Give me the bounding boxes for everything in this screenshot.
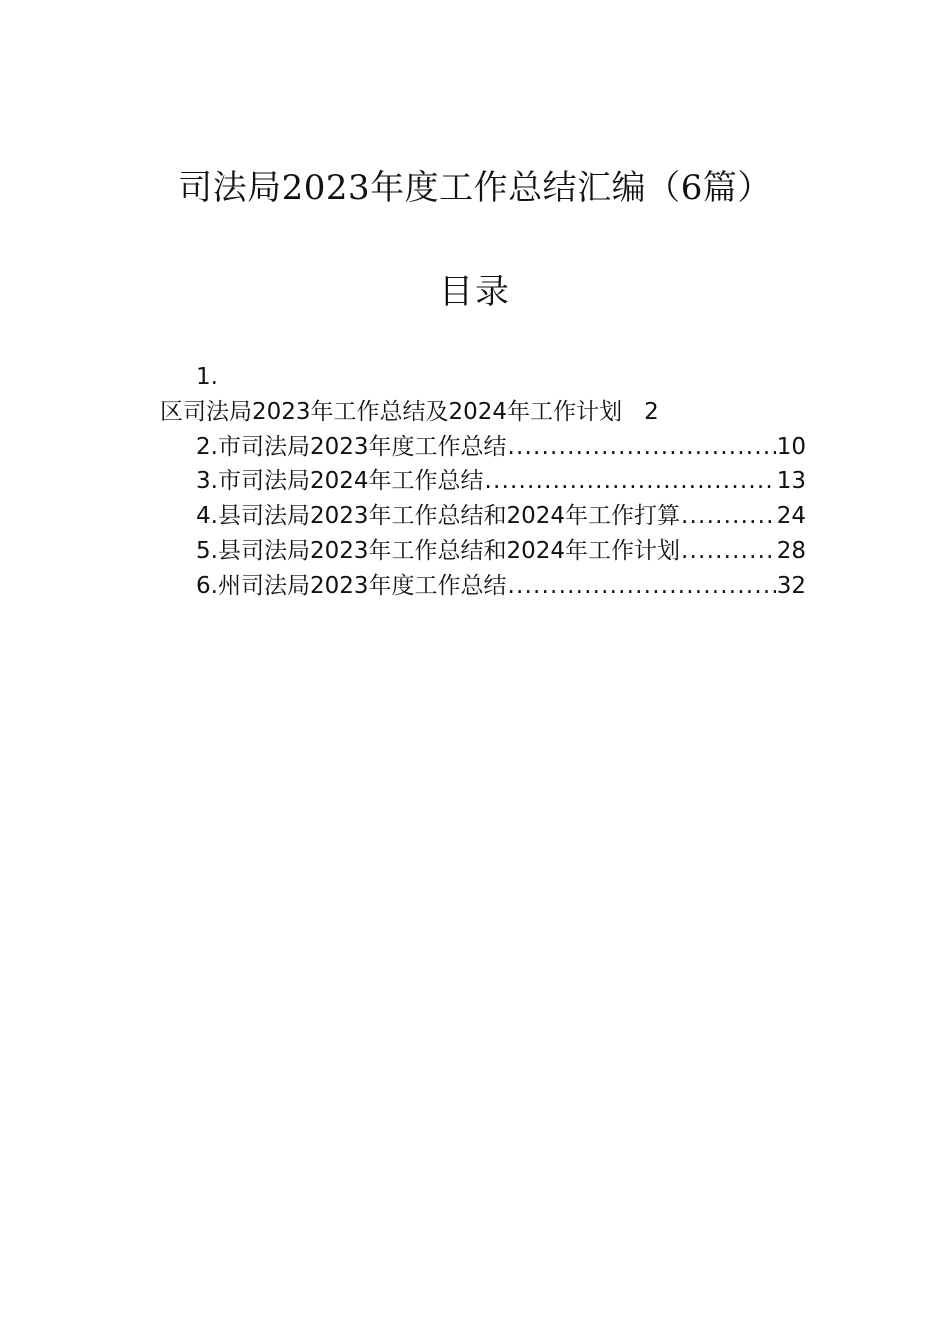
toc-entry-number: 4. [196,503,218,530]
dot-leader [681,499,776,534]
title-count: 6 [680,168,703,208]
toc-entry-1[interactable] [160,360,820,430]
toc-entry-title: 县司法局2023年工作总结和2024年工作计划 [217,537,681,564]
title-mid: 年度工作总结汇编（ [370,168,681,208]
toc-entry-5[interactable] [160,534,806,569]
toc-entry-page: 28 [776,537,806,564]
toc-entry-number: 2. [196,433,218,460]
toc-entry-page: 2 [644,398,659,425]
dot-leader [508,430,776,465]
toc-entry-page: 24 [776,503,806,530]
toc-entry-page: 13 [776,468,806,495]
toc-entry-6[interactable] [160,569,806,604]
toc-entry-title: 市司法局2023年度工作总结 [217,433,507,460]
toc-entry-number: 6. [196,572,218,599]
dot-leader [681,534,776,569]
table-of-contents [160,360,820,604]
title-year: 2023 [281,168,371,208]
toc-entry-title: 区司法局2023年工作总结及2024年工作计划 [160,398,623,425]
toc-entry-number: 1. [196,364,218,390]
toc-entry-page: 32 [776,572,806,599]
dot-leader [508,569,776,604]
toc-entry-page: 10 [776,433,806,460]
toc-entry-3[interactable] [160,464,806,499]
toc-entry-number: 3. [196,468,218,495]
dot-leader [485,464,776,499]
title-suffix: 篇） [702,168,772,208]
toc-entry-title: 县司法局2023年工作总结和2024年工作打算 [217,503,681,530]
toc-entry-line [160,395,820,430]
toc-heading: 目录 [439,272,511,312]
toc-entry-number: 5. [196,537,218,564]
title-prefix: 司法局 [178,168,282,208]
toc-entry-2[interactable] [160,430,806,465]
toc-entry-title: 州司法局2023年度工作总结 [217,572,507,599]
toc-entry-4[interactable] [160,499,806,534]
toc-entry-title: 市司法局2024年工作总结 [217,468,484,495]
document-title [0,164,950,212]
